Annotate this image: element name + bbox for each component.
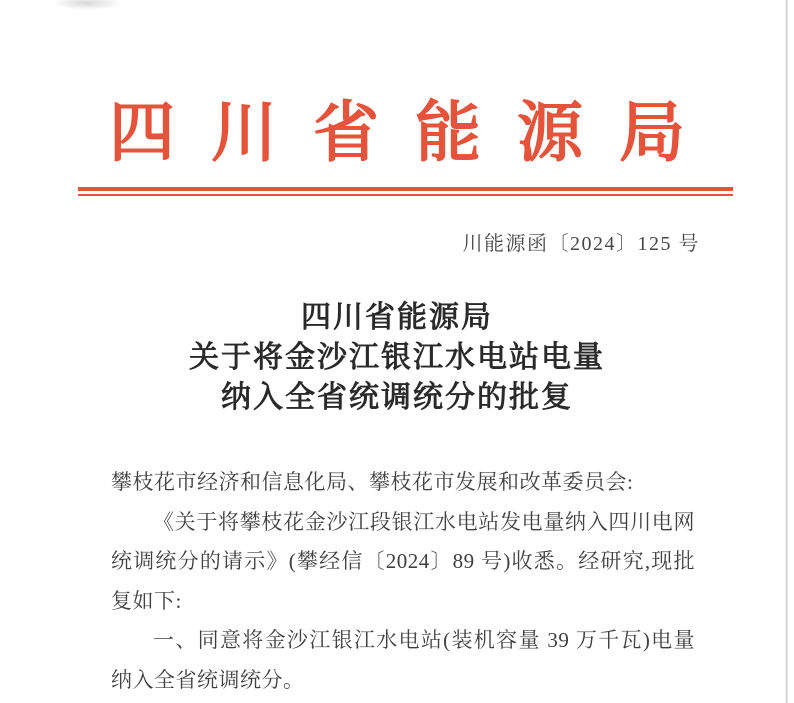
- letterhead-agency-name: 四川省能源局: [109, 97, 721, 170]
- scan-artifact-top: [52, 0, 122, 10]
- document-title-line-2: 关于将金沙江银江水电站电量: [189, 341, 605, 374]
- body-paragraph-2: 一、同意将金沙江银江水电站(装机容量 39 万千瓦)电量纳入全省统调统分。: [111, 628, 695, 692]
- document-title-line-1: 四川省能源局: [301, 301, 493, 334]
- letterhead-divider-rule: [78, 187, 733, 196]
- document-title-line-3: 纳入全省统调统分的批复: [221, 381, 573, 414]
- document-body: [111, 463, 695, 700]
- document-title: [0, 298, 794, 418]
- salutation-line: 攀枝花市经济和信息化局、攀枝花市发展和改革委员会:: [111, 470, 634, 494]
- document-reference-number: 川能源函〔2024〕125 号: [462, 233, 700, 255]
- body-paragraph-1: 《关于将攀枝花金沙江段银江水电站发电量纳入四川电网统调统分的请示》(攀经信〔2024〕89 号)收悉。经研究,现批复如下:: [111, 509, 695, 613]
